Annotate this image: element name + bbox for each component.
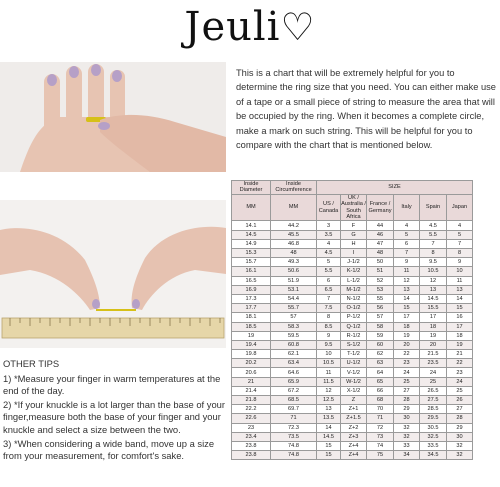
table-cell: 19.4 xyxy=(232,340,271,349)
table-cell: 23.4 xyxy=(232,432,271,441)
table-cell: 5 xyxy=(317,258,341,267)
table-cell: J-1/2 xyxy=(341,258,367,267)
table-cell: 51.9 xyxy=(271,276,317,285)
table-cell: 25 xyxy=(420,377,447,386)
table-row xyxy=(232,304,473,313)
table-cell: 17.3 xyxy=(232,294,271,303)
table-cell: 18 xyxy=(447,331,473,340)
table-row xyxy=(232,396,473,405)
table-cell: 51 xyxy=(367,267,394,276)
table-cell: 14.1 xyxy=(232,221,271,230)
table-cell: T-1/2 xyxy=(341,350,367,359)
table-cell: F xyxy=(341,221,367,230)
header-inside-diameter: Inside Diameter xyxy=(232,181,271,195)
table-row xyxy=(232,258,473,267)
table-cell: 13 xyxy=(317,405,341,414)
table-cell: 14 xyxy=(394,294,420,303)
table-cell: U-1/2 xyxy=(341,359,367,368)
table-cell: 54.4 xyxy=(271,294,317,303)
table-cell: 55.7 xyxy=(271,304,317,313)
table-cell: 46.8 xyxy=(271,239,317,248)
table-cell: 28 xyxy=(447,414,473,423)
table-cell: 4.5 xyxy=(420,221,447,230)
table-cell: Q-1/2 xyxy=(341,322,367,331)
table-cell: 4 xyxy=(394,221,420,230)
table-cell: 7 xyxy=(317,294,341,303)
ring-size-chart xyxy=(231,180,473,460)
table-cell: 14 xyxy=(447,294,473,303)
table-cell: 14.5 xyxy=(232,230,271,239)
table-cell: 18 xyxy=(420,322,447,331)
table-cell: 23 xyxy=(232,423,271,432)
table-cell: 20 xyxy=(420,340,447,349)
table-cell: 14.9 xyxy=(232,239,271,248)
table-cell: 9.5 xyxy=(317,340,341,349)
table-cell: 58.3 xyxy=(271,322,317,331)
table-cell: 11 xyxy=(394,267,420,276)
table-cell: 13.5 xyxy=(317,414,341,423)
table-cell: 18 xyxy=(394,322,420,331)
table-cell: 8 xyxy=(317,313,341,322)
table-cell: 50.6 xyxy=(271,267,317,276)
table-row xyxy=(232,359,473,368)
table-cell: Z+2 xyxy=(341,423,367,432)
table-cell: 32.5 xyxy=(420,432,447,441)
table-cell: W-1/2 xyxy=(341,377,367,386)
table-cell: 48 xyxy=(367,249,394,258)
table-cell: 10.5 xyxy=(317,359,341,368)
table-cell: 27 xyxy=(447,405,473,414)
header-spain: Spain xyxy=(420,194,447,221)
table-cell: 72 xyxy=(367,423,394,432)
table-cell: 27.5 xyxy=(420,396,447,405)
table-cell: 7 xyxy=(420,239,447,248)
table-row xyxy=(232,340,473,349)
table-cell: 62.1 xyxy=(271,350,317,359)
other-tips xyxy=(3,358,229,464)
table-row xyxy=(232,313,473,322)
table-cell: 7 xyxy=(394,249,420,258)
table-cell: 17 xyxy=(394,313,420,322)
table-row xyxy=(232,441,473,450)
intro-paragraph: This is a chart that will be extremely helpful for you to determine the ring size that you need. You can either make use of a tape or a small piece of string to measure the area that will be occupied by the ring. When it becomes a complete circle, make a mark on such string. This will be helpful for you to compare with the chart that is mentioned below. xyxy=(236,68,496,151)
table-cell: 53.1 xyxy=(271,285,317,294)
table-cell: 12 xyxy=(394,276,420,285)
table-cell: 65 xyxy=(367,377,394,386)
table-row xyxy=(232,285,473,294)
table-cell: 44.2 xyxy=(271,221,317,230)
tip-item: 1) *Measure your finger in warm temperatures at the end of the day. xyxy=(3,372,221,397)
table-cell: 19 xyxy=(447,340,473,349)
table-cell: 13 xyxy=(420,285,447,294)
table-cell: 57 xyxy=(367,313,394,322)
table-cell: 10 xyxy=(317,350,341,359)
table-cell: 19 xyxy=(232,331,271,340)
table-cell: 14.5 xyxy=(420,294,447,303)
table-row xyxy=(232,350,473,359)
table-row xyxy=(232,276,473,285)
table-cell: 32 xyxy=(447,451,473,460)
table-row xyxy=(232,368,473,377)
table-cell: 73.5 xyxy=(271,432,317,441)
table-cell: 70 xyxy=(367,405,394,414)
table-cell: 26.5 xyxy=(420,386,447,395)
table-cell: 13 xyxy=(447,285,473,294)
table-cell: 34 xyxy=(394,451,420,460)
table-cell: 32 xyxy=(394,423,420,432)
table-cell: 14 xyxy=(317,423,341,432)
table-cell: 21 xyxy=(447,350,473,359)
table-cell: V-1/2 xyxy=(341,368,367,377)
table-cell: 47 xyxy=(367,239,394,248)
table-cell: 23 xyxy=(447,368,473,377)
tip-item: 2) *If your knuckle is a lot larger than the base of your finger,measure both the base of your finger and your knuckle and select a size between the two. xyxy=(3,398,225,435)
table-cell: 30.5 xyxy=(420,423,447,432)
table-cell: 8 xyxy=(420,249,447,258)
table-cell: 15 xyxy=(317,451,341,460)
table-cell: 71 xyxy=(271,414,317,423)
table-cell: 71 xyxy=(367,414,394,423)
table-cell: 26 xyxy=(447,396,473,405)
table-cell: 19.8 xyxy=(232,350,271,359)
header-size: SIZE xyxy=(317,181,473,195)
table-cell: 7.5 xyxy=(317,304,341,313)
table-cell: 52 xyxy=(367,276,394,285)
table-cell: 48 xyxy=(271,249,317,258)
table-cell: 18.5 xyxy=(232,322,271,331)
table-cell: 5.5 xyxy=(420,230,447,239)
table-cell: P-1/2 xyxy=(341,313,367,322)
table-cell: 44 xyxy=(367,221,394,230)
table-cell: M-1/2 xyxy=(341,285,367,294)
table-cell: N-1/2 xyxy=(341,294,367,303)
table-cell: 3.5 xyxy=(317,230,341,239)
table-cell: 68.5 xyxy=(271,396,317,405)
table-cell: 12.5 xyxy=(317,396,341,405)
table-cell: 17 xyxy=(447,322,473,331)
table-row xyxy=(232,221,473,230)
header-mm: MM xyxy=(232,194,271,221)
table-cell: 30 xyxy=(394,414,420,423)
table-cell: 15 xyxy=(317,441,341,450)
table-cell: 9.5 xyxy=(420,258,447,267)
table-cell: 73 xyxy=(367,432,394,441)
table-cell: 17.7 xyxy=(232,304,271,313)
table-cell: 9 xyxy=(317,331,341,340)
table-cell: 29 xyxy=(447,423,473,432)
brand-logo xyxy=(0,4,500,54)
table-cell: 9 xyxy=(447,258,473,267)
table-row xyxy=(232,423,473,432)
table-cell: 16 xyxy=(447,313,473,322)
table-row xyxy=(232,267,473,276)
table-cell: 74.8 xyxy=(271,441,317,450)
table-row xyxy=(232,249,473,258)
table-cell: 6 xyxy=(394,239,420,248)
table-cell: 20.2 xyxy=(232,359,271,368)
table-cell: 57 xyxy=(271,313,317,322)
table-cell: 45.5 xyxy=(271,230,317,239)
table-cell: 56 xyxy=(367,304,394,313)
table-cell: X-1/2 xyxy=(341,386,367,395)
table-cell: 10.5 xyxy=(420,267,447,276)
table-cell: 5 xyxy=(394,230,420,239)
table-cell: 63.4 xyxy=(271,359,317,368)
table-cell: 46 xyxy=(367,230,394,239)
table-cell: 21.5 xyxy=(420,350,447,359)
table-cell: 8 xyxy=(447,249,473,258)
table-row xyxy=(232,432,473,441)
table-cell: 5 xyxy=(447,230,473,239)
table-cell: Z+1.5 xyxy=(341,414,367,423)
table-cell: Z+4 xyxy=(341,451,367,460)
table-cell: 15 xyxy=(447,304,473,313)
table-cell: 60 xyxy=(367,340,394,349)
table-cell: 30 xyxy=(447,432,473,441)
table-cell: 6 xyxy=(317,276,341,285)
table-cell: 23.8 xyxy=(232,441,271,450)
table-cell: 13 xyxy=(394,285,420,294)
table-cell: 16.1 xyxy=(232,267,271,276)
table-row xyxy=(232,377,473,386)
table-cell: 18.1 xyxy=(232,313,271,322)
table-row xyxy=(232,322,473,331)
table-cell: 49.3 xyxy=(271,258,317,267)
table-cell: 12 xyxy=(420,276,447,285)
table-cell: 58 xyxy=(367,322,394,331)
table-cell: 33.5 xyxy=(420,441,447,450)
table-cell: 72.3 xyxy=(271,423,317,432)
header-italy: Italy xyxy=(394,194,420,221)
brand-name: Jeuli xyxy=(184,4,281,50)
table-row xyxy=(232,294,473,303)
table-cell: 24 xyxy=(420,368,447,377)
table-cell: 24 xyxy=(394,368,420,377)
table-cell: 28 xyxy=(394,396,420,405)
table-cell: G xyxy=(341,230,367,239)
table-cell: 34.5 xyxy=(420,451,447,460)
table-cell: 19 xyxy=(420,331,447,340)
table-cell: 67.2 xyxy=(271,386,317,395)
table-cell: L-1/2 xyxy=(341,276,367,285)
header-us-canada: US / Canada xyxy=(317,194,341,221)
table-row xyxy=(232,405,473,414)
photo-measuring-tape xyxy=(0,200,226,348)
table-cell: 55 xyxy=(367,294,394,303)
table-cell: 64.6 xyxy=(271,368,317,377)
table-cell: 33 xyxy=(394,441,420,450)
tips-heading: OTHER TIPS xyxy=(3,358,60,369)
table-cell: 22.2 xyxy=(232,405,271,414)
table-cell: R-1/2 xyxy=(341,331,367,340)
tip-item: 3) *When considering a wide band, move up a size from your measurement, for comfort's sake. xyxy=(3,437,215,462)
table-cell: Z+4 xyxy=(341,441,367,450)
table-cell: 65.9 xyxy=(271,377,317,386)
table-cell: 15.3 xyxy=(232,249,271,258)
table-cell: 23.5 xyxy=(420,359,447,368)
table-cell: H xyxy=(341,239,367,248)
table-cell: Z+3 xyxy=(341,432,367,441)
table-cell: 15.5 xyxy=(420,304,447,313)
table-cell: 6.5 xyxy=(317,285,341,294)
table-cell: 64 xyxy=(367,368,394,377)
table-cell: 27 xyxy=(394,386,420,395)
table-cell: 19 xyxy=(394,331,420,340)
table-cell: 59.5 xyxy=(271,331,317,340)
table-cell: 11 xyxy=(447,276,473,285)
header-mm: MM xyxy=(271,194,317,221)
table-cell: 21 xyxy=(232,377,271,386)
table-cell: 23 xyxy=(394,359,420,368)
table-cell: 69.7 xyxy=(271,405,317,414)
table-cell: 59 xyxy=(367,331,394,340)
table-cell: 22 xyxy=(447,359,473,368)
table-cell: 25 xyxy=(394,377,420,386)
table-cell: 15.7 xyxy=(232,258,271,267)
table-cell: 11 xyxy=(317,368,341,377)
table-cell: S-1/2 xyxy=(341,340,367,349)
table-row xyxy=(232,451,473,460)
table-cell: 75 xyxy=(367,451,394,460)
table-cell: 8.5 xyxy=(317,322,341,331)
table-cell: 7 xyxy=(447,239,473,248)
table-cell: 22 xyxy=(394,350,420,359)
table-cell: O-1/2 xyxy=(341,304,367,313)
table-cell: 25 xyxy=(447,386,473,395)
table-cell: 5.5 xyxy=(317,267,341,276)
table-cell: 68 xyxy=(367,396,394,405)
header-uk-australia-south-africa: UK / Australia / South Africa xyxy=(341,194,366,221)
table-cell: 16.5 xyxy=(232,276,271,285)
table-cell: 74.8 xyxy=(271,451,317,460)
table-cell: 4.5 xyxy=(317,249,341,258)
table-cell: 29.5 xyxy=(420,414,447,423)
table-cell: 17 xyxy=(420,313,447,322)
table-cell: 50 xyxy=(367,258,394,267)
table-cell: Z xyxy=(341,396,367,405)
table-cell: 74 xyxy=(367,441,394,450)
table-cell: 63 xyxy=(367,359,394,368)
table-cell: Z+1 xyxy=(341,405,367,414)
table-cell: 10 xyxy=(447,267,473,276)
size-chart-body xyxy=(232,221,473,460)
table-row xyxy=(232,414,473,423)
hand-measuring-illustration xyxy=(0,62,226,172)
table-cell: 3 xyxy=(317,221,341,230)
table-cell: 12 xyxy=(317,386,341,395)
table-cell: 32 xyxy=(394,432,420,441)
table-cell: 11.5 xyxy=(317,377,341,386)
header-france-germany: France / Germany xyxy=(367,194,394,221)
table-cell: I xyxy=(341,249,367,258)
photo-measuring-finger xyxy=(0,62,226,172)
table-cell: 22.6 xyxy=(232,414,271,423)
table-cell: 29 xyxy=(394,405,420,414)
table-cell: 28.5 xyxy=(420,405,447,414)
heart-icon: ♡ xyxy=(280,5,316,49)
table-cell: 60.8 xyxy=(271,340,317,349)
table-cell: 4 xyxy=(447,221,473,230)
table-cell: 24 xyxy=(447,377,473,386)
tape-measure-illustration xyxy=(0,200,226,348)
table-cell: 62 xyxy=(367,350,394,359)
table-cell: 15 xyxy=(394,304,420,313)
table-cell: 14.5 xyxy=(317,432,341,441)
table-cell: 16.9 xyxy=(232,285,271,294)
table-cell: 21.4 xyxy=(232,386,271,395)
table-row xyxy=(232,239,473,248)
table-cell: 20 xyxy=(394,340,420,349)
table-cell: 20.6 xyxy=(232,368,271,377)
table-cell: 21.8 xyxy=(232,396,271,405)
table-row xyxy=(232,386,473,395)
table-row xyxy=(232,331,473,340)
table-cell: K-1/2 xyxy=(341,267,367,276)
table-row xyxy=(232,230,473,239)
header-inside-circumference: Inside Circumference xyxy=(271,181,317,195)
table-cell: 66 xyxy=(367,386,394,395)
table-cell: 53 xyxy=(367,285,394,294)
table-cell: 23.8 xyxy=(232,451,271,460)
table-cell: 9 xyxy=(394,258,420,267)
table-cell: 4 xyxy=(317,239,341,248)
table-cell: 32 xyxy=(447,441,473,450)
header-japan: Japan xyxy=(447,194,473,221)
